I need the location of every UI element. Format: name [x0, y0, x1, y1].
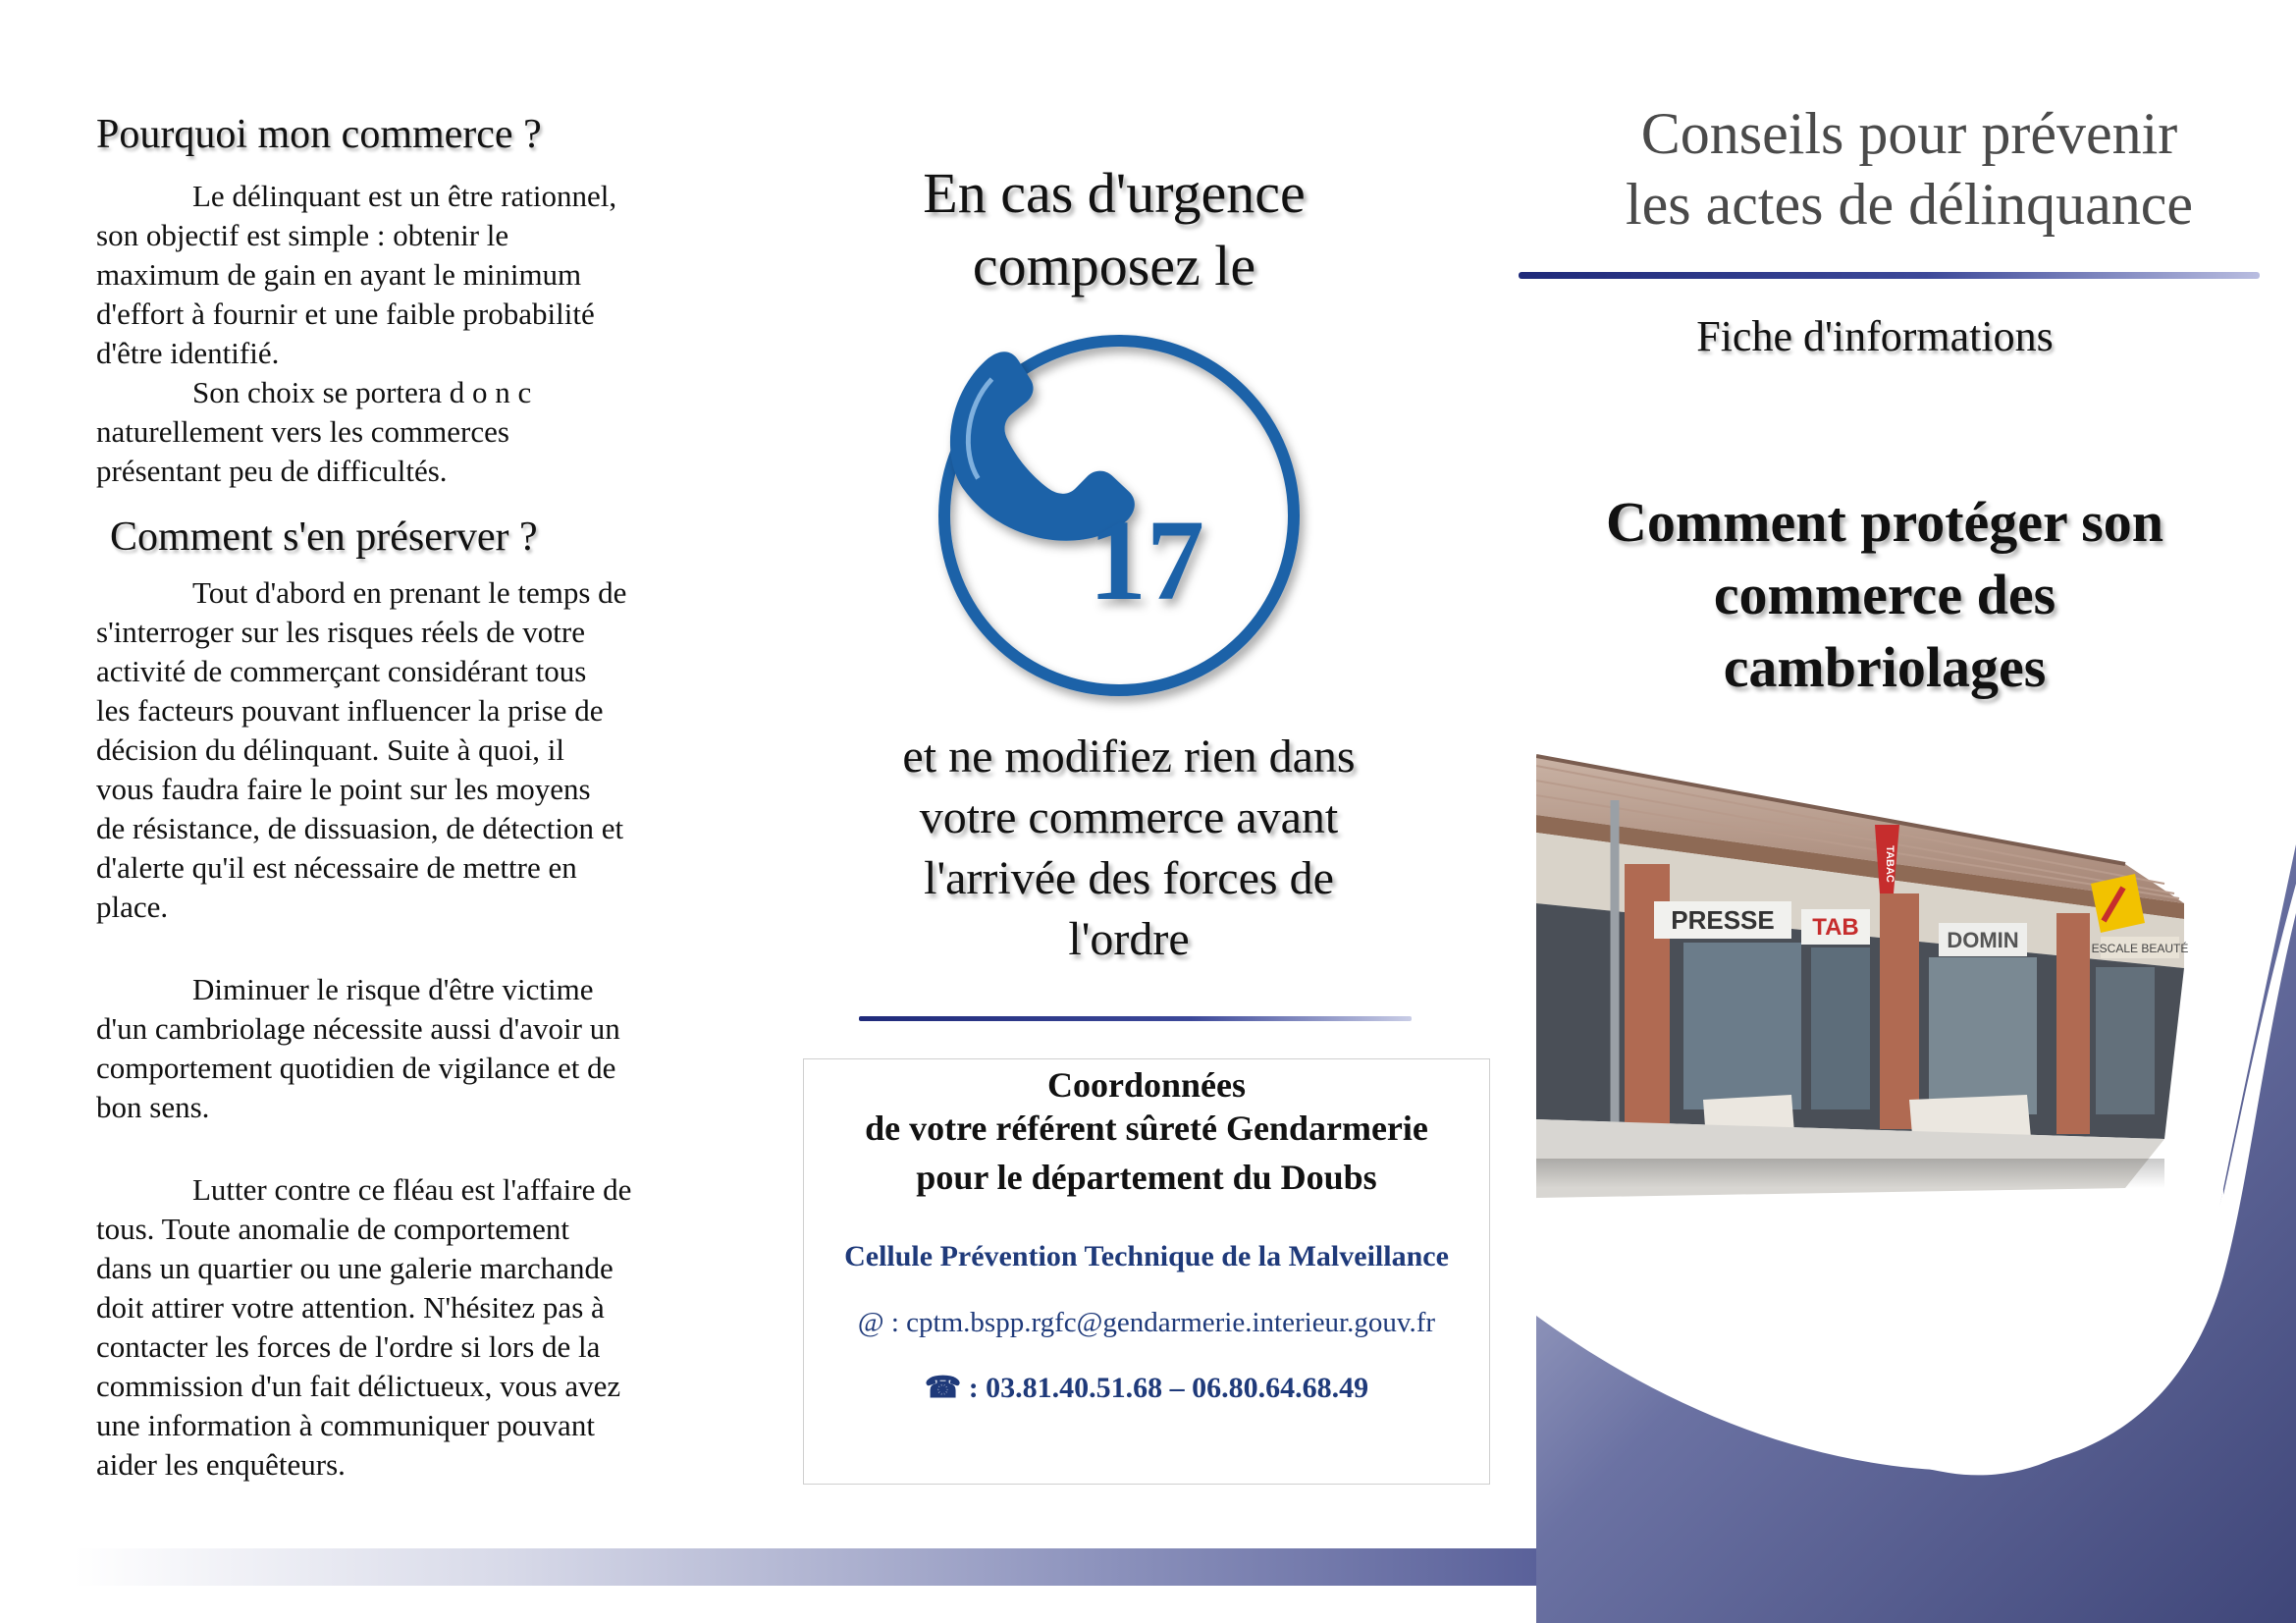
contact-unit-name: Cellule Prévention Technique de la Malveillance [844, 1240, 1449, 1272]
phone-17-emblem [923, 324, 1315, 717]
para-line: Diminuer le risque d'être victime [192, 972, 594, 1006]
sign-domin: DOMIN [1947, 928, 2019, 952]
left-column [96, 110, 744, 1485]
phone-icon: ☎ [924, 1372, 962, 1404]
instruction-line: l'ordre [1068, 913, 1190, 965]
para-line: présentant peu de difficultés. [96, 454, 448, 488]
bottom-gradient-bar [74, 1548, 1536, 1586]
emergency-heading-line: En cas d'urgence [923, 161, 1306, 225]
sign-presse: PRESSE [1671, 905, 1775, 935]
instruction-line: votre commerce avant [919, 791, 1339, 843]
contact-box [803, 1058, 1490, 1485]
sign-vertical-tabac: TABAC [1884, 845, 1896, 883]
para-line: Le délinquant est un être rationnel, [192, 179, 617, 213]
emergency-number: 17 [1089, 496, 1204, 624]
para-line: aider les enquêteurs. [96, 1447, 346, 1482]
cover-photo-and-wave [1536, 727, 2296, 1623]
para-line: les facteurs pouvant influencer la prise de [96, 693, 604, 728]
para-line: s'interroger sur les risques réels de votre [96, 615, 585, 649]
leaflet-main-heading [1551, 486, 2218, 704]
para-line: dans un quartier ou une galerie marchande [96, 1251, 614, 1285]
paragraph-rational-offender [96, 177, 744, 373]
sign-tabac: TAB [1812, 914, 1859, 941]
leaflet-subtitle: Fiche d'informations [1696, 312, 2054, 360]
contact-line-department: pour le département du Doubs [916, 1158, 1377, 1197]
para-line: activité de commerçant considérant tous [96, 654, 587, 688]
paragraph-everyone-concerned [96, 1170, 744, 1485]
main-heading-line: cambriolages [1723, 635, 2047, 699]
sign-escale-beaute: ESCALE BEAUTÉ [2091, 942, 2189, 955]
leaflet-title-line: Conseils pour prévenir [1640, 101, 2178, 166]
instruction-line: et ne modifiez rien dans [902, 730, 1356, 783]
para-line: vous faudra faire le point sur les moyens [96, 772, 591, 806]
main-heading-line: Comment protéger son [1605, 490, 2164, 554]
emergency-heading [775, 157, 1453, 302]
para-line: comportement quotidien de vigilance et de [96, 1051, 616, 1085]
heading-how-to-protect: Comment s'en préserver ? [110, 514, 538, 560]
main-heading-line: commerce des [1713, 563, 2056, 626]
title-divider-rule [1519, 272, 2260, 279]
para-line: Tout d'abord en prenant le temps de [192, 575, 627, 610]
para-line: décision du délinquant. Suite à quoi, il [96, 732, 564, 767]
contact-phone [804, 1371, 1489, 1405]
para-line: de résistance, de dissuasion, de détection et [96, 811, 624, 845]
paragraph-vigilance [96, 970, 744, 1127]
contact-email-link[interactable]: @ : cptm.bspp.rgfc@gendarmerie.interieur.gouv.fr [857, 1307, 1436, 1338]
para-line: Son choix se portera d o n c [192, 375, 532, 409]
para-line: d'être identifié. [96, 336, 280, 370]
para-line: contacter les forces de l'ordre si lors de la [96, 1329, 601, 1364]
heading-why-my-shop: Pourquoi mon commerce ? [96, 112, 542, 157]
para-line: d'un cambriolage nécessite aussi d'avoir un [96, 1011, 620, 1046]
para-line: bon sens. [96, 1090, 210, 1124]
middle-divider-rule [859, 1016, 1412, 1021]
contact-line-referent: de votre référent sûreté Gendarmerie [865, 1109, 1428, 1148]
contact-title: Coordonnées [1046, 1065, 1246, 1105]
para-line: naturellement vers les commerces [96, 414, 509, 449]
para-line: d'alerte qu'il est nécessaire de mettre en [96, 850, 577, 885]
para-line: tous. Toute anomalie de comportement [96, 1212, 569, 1246]
paragraph-assess-risks [96, 573, 744, 927]
instruction-line: l'arrivée des forces de [924, 852, 1334, 904]
para-line: doit attirer votre attention. N'hésitez pas à [96, 1290, 605, 1325]
do-not-modify-instruction [825, 727, 1433, 970]
leaflet-title-line: les actes de délinquance [1625, 172, 2194, 237]
para-line: son objectif est simple : obtenir le [96, 218, 509, 252]
para-line: commission d'un fait délictueux, vous avez [96, 1369, 621, 1403]
para-line: une information à communiquer pouvant [96, 1408, 595, 1442]
leaflet-title [1522, 98, 2296, 240]
paragraph-target-choice [96, 373, 744, 491]
para-line: d'effort à fournir et une faible probabilité [96, 297, 595, 331]
emergency-heading-line: composez le [972, 234, 1256, 298]
para-line: maximum de gain en ayant le minimum [96, 257, 582, 292]
para-line: Lutter contre ce fléau est l'affaire de [192, 1172, 632, 1207]
para-line: place. [96, 890, 169, 924]
contact-phone-numbers[interactable]: : 03.81.40.51.68 – 06.80.64.68.49 [968, 1372, 1369, 1404]
